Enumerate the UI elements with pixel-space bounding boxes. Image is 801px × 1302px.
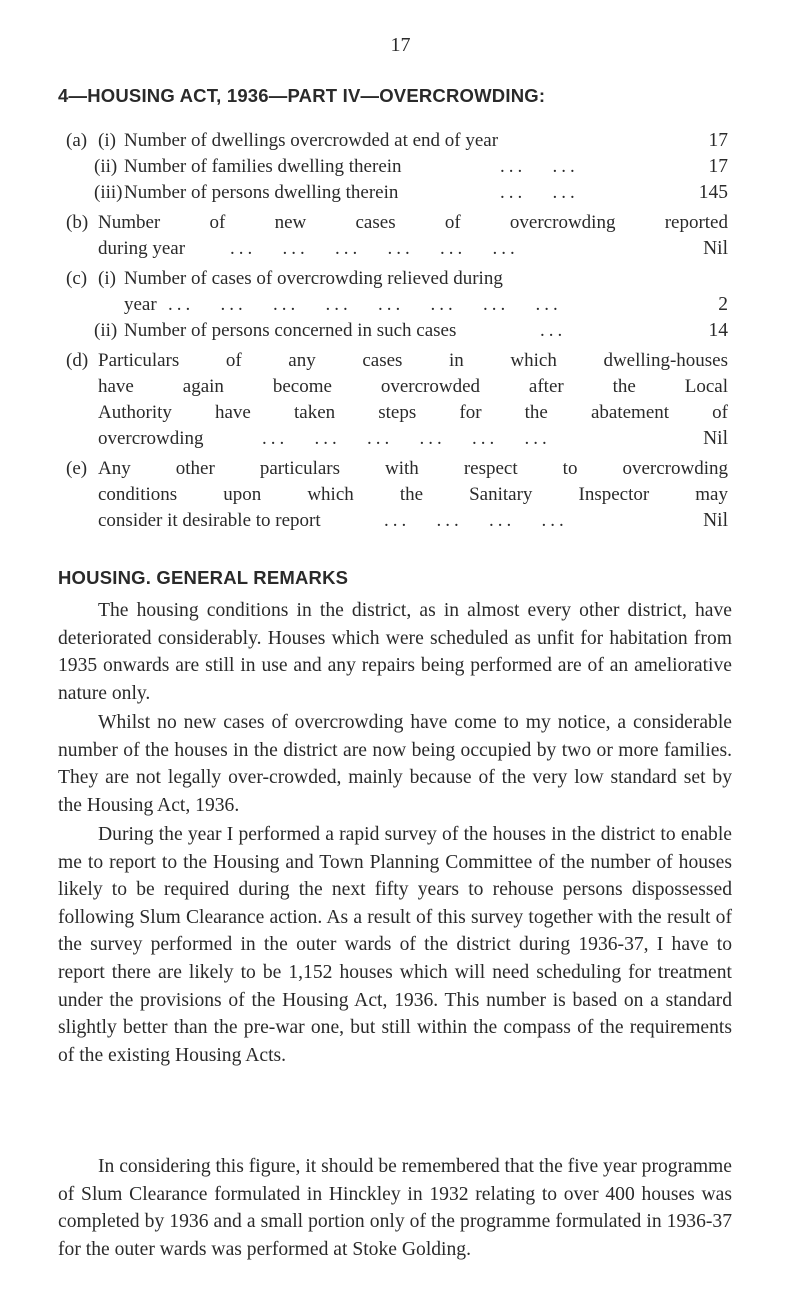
item-a2-text: Number of families dwelling therein [124,156,402,177]
leader-dots: ... ... ... ... [384,510,568,531]
item-e-line1: Any other particulars with respect to overcrowding [98,458,728,479]
item-c2-sub: (ii) [94,320,118,341]
item-a2-sub: (ii) [94,156,118,177]
item-b-line2: during year [98,238,186,259]
item-d-value: Nil [703,428,728,449]
item-a3-text: Number of persons dwelling therein [124,182,399,203]
item-c2-text: Number of persons concerned in such cases [124,320,457,341]
item-d-line4: overcrowding [98,428,204,449]
leader-dots: ... ... [500,156,579,177]
item-a-label: (a) [66,130,88,151]
item-c2-value: 14 [708,320,728,341]
item-d-label: (d) [66,350,89,371]
paragraph-1-text: The housing conditions in the district, as in almost every other district, have deteriorated considerably. Houses which were scheduled as unfit for habitation from 1935 onwards are still in use and any repairs being performed are of an ameliorative nature only. [58,600,732,704]
leader-dots: ... ... [500,182,579,203]
page-number: 17 [390,34,411,56]
item-c1-line1: Number of cases of overcrowding relieved during [124,268,503,289]
leader-dots: ... ... ... ... ... ... [262,428,551,449]
item-c1-sub: (i) [98,268,116,289]
paragraph-3 [58,821,732,1069]
paragraph-3-text: During the year I performed a rapid survey of the houses in the district to enable me to report to the Housing and Town Planning Committee of the number of houses likely to be required during the next fifty years to rehouse persons dispossessed following Slum Clearance action. As a result of this survey together with the result of the survey performed in the outer wards of the district during 1936-37, I have to report there are likely to be 1,152 houses which will need scheduling for treatment under the provisions of the Housing Act, 1936. This number is based on a standard slightly better than the pre-war one, but still within the compass of the requirements of the existing Housing Acts. [58,824,732,1066]
item-a3-value: 145 [698,182,728,203]
item-b-value: Nil [703,238,728,259]
item-a1-text: Number of dwellings overcrowded at end of year [124,130,499,151]
item-c-label: (c) [66,268,88,289]
item-c1-line2: year [124,294,157,315]
item-a1-sub: (i) [98,130,116,151]
item-a1-value: 17 [708,130,728,151]
section-title: 4—HOUSING ACT, 1936—PART IV—OVERCROWDING: [58,85,546,106]
item-e-line3: consider it desirable to report [98,510,321,531]
item-b-line1: Number of new cases of overcrowding reported [98,212,728,233]
item-c1-value: 2 [718,294,728,315]
paragraph-4 [58,1153,732,1263]
item-e-label: (e) [66,458,88,479]
item-a2-value: 17 [708,156,728,177]
paragraph-1 [58,597,732,707]
item-d-line2: have again become overcrowded after the Local [98,376,728,397]
item-e-value: Nil [703,510,728,531]
item-d-line1: Particulars of any cases in which dwelling-houses [98,350,728,371]
leader-dots: ... ... ... ... ... ... [230,238,519,259]
paragraph-2 [58,709,732,819]
item-a3-sub: (iii) [94,182,123,203]
leader-dots: ... ... ... ... ... ... ... ... [168,294,562,315]
item-d-line3: Authority have taken steps for the abatement of [98,402,728,423]
item-e-line2: conditions upon which the Sanitary Inspector may [98,484,728,505]
remarks-title: HOUSING. GENERAL REMARKS [58,567,349,588]
paragraph-2-text: Whilst no new cases of overcrowding have come to my notice, a considerable number of the houses in the district are now being occupied by two or more families. They are not legally over-crowded, mainly because of the very low standard set by the Housing Act, 1936. [58,712,732,816]
paragraph-4-text: In considering this figure, it should be remembered that the five year programme of Slum Clearance formulated in Hinckley in 1932 relating to over 400 houses was completed by 1936 and a small portion only of the programme formulated in 1936-37 for the outer wards was performed at Stoke Golding. [58,1156,732,1260]
leader-dots: ... [540,320,567,341]
item-b-label: (b) [66,212,89,233]
